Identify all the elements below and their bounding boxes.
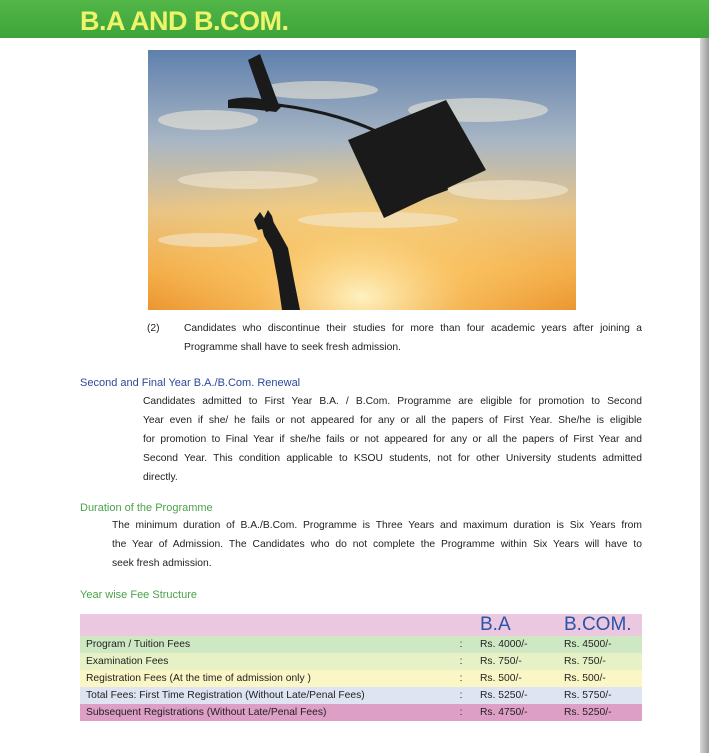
column-bcom: B.COM. [558,614,642,636]
table-row [80,670,642,687]
fee-bcom: Rs. 5250/- [558,704,642,721]
fee-bcom: Rs. 5750/- [558,687,642,704]
fee-ba: Rs. 5250/- [472,687,558,704]
table-row [80,653,642,670]
page-edge-shadow [700,38,709,753]
fee-bcom: Rs. 4500/- [558,636,642,653]
renewal-line: Candidates admitted to First Year B.A. / B.Com. Programme are eligible for promotion to Second [143,396,642,407]
clause-line: Programme shall have to seek fresh admission. [184,342,401,353]
renewal-line: Year even if she/ he fails or not appeared for any or all the papers of First Year. She/he is eligible [143,415,642,426]
fee-bcom: Rs. 500/- [558,670,642,687]
duration-line: The minimum duration of B.A./B.Com. Programme is Three Years and maximum duration is Six Years from [112,520,642,531]
renewal-line: directly. [143,472,178,483]
fee-ba: Rs. 750/- [472,653,558,670]
header-banner [0,0,709,38]
duration-line: seek fresh admission. [112,558,212,569]
renewal-heading: Second and Final Year B.A./B.Com. Renewal [80,377,301,389]
duration-text [112,516,642,573]
separator: : [450,653,472,670]
separator: : [450,687,472,704]
fee-structure-heading: Year wise Fee Structure [80,589,197,601]
table-row [80,704,642,721]
duration-heading: Duration of the Programme [80,502,213,514]
separator: : [450,636,472,653]
graduation-cap-image [148,50,576,310]
fee-label: Subsequent Registrations (Without Late/Penal Fees) [80,704,450,721]
table-row [80,687,642,704]
fee-bcom: Rs. 750/- [558,653,642,670]
fee-ba: Rs. 500/- [472,670,558,687]
page-title: B.A AND B.COM. [80,6,289,36]
separator: : [450,704,472,721]
fee-label: Examination Fees [80,653,450,670]
fee-ba: Rs. 4000/- [472,636,558,653]
fee-label: Registration Fees (At the time of admission only ) [80,670,450,687]
graduation-photo [148,50,576,310]
duration-line: the Year of Admission. The Candidates who do not complete the Programme within Six Years will have to [112,539,642,550]
renewal-line: for promotion to Final Year if she/he fails or not appeared for any or all the papers of First Year and [143,434,642,445]
clause-text [184,319,642,357]
renewal-text [143,392,642,487]
fee-ba: Rs. 4750/- [472,704,558,721]
renewal-line: Second Year. This condition applicable to KSOU students, not for other University students admitted [143,453,642,464]
table-row [80,636,642,653]
column-ba: B.A [472,614,558,636]
separator: : [450,670,472,687]
fee-label: Program / Tuition Fees [80,636,450,653]
clause-line: Candidates who discontinue their studies for more than four academic years after joining a [184,323,642,334]
fee-label: Total Fees: First Time Registration (Without Late/Penal Fees) [80,687,450,704]
clause-number: (2) [147,323,160,334]
fee-table-header [80,614,642,636]
fee-table [80,614,642,721]
